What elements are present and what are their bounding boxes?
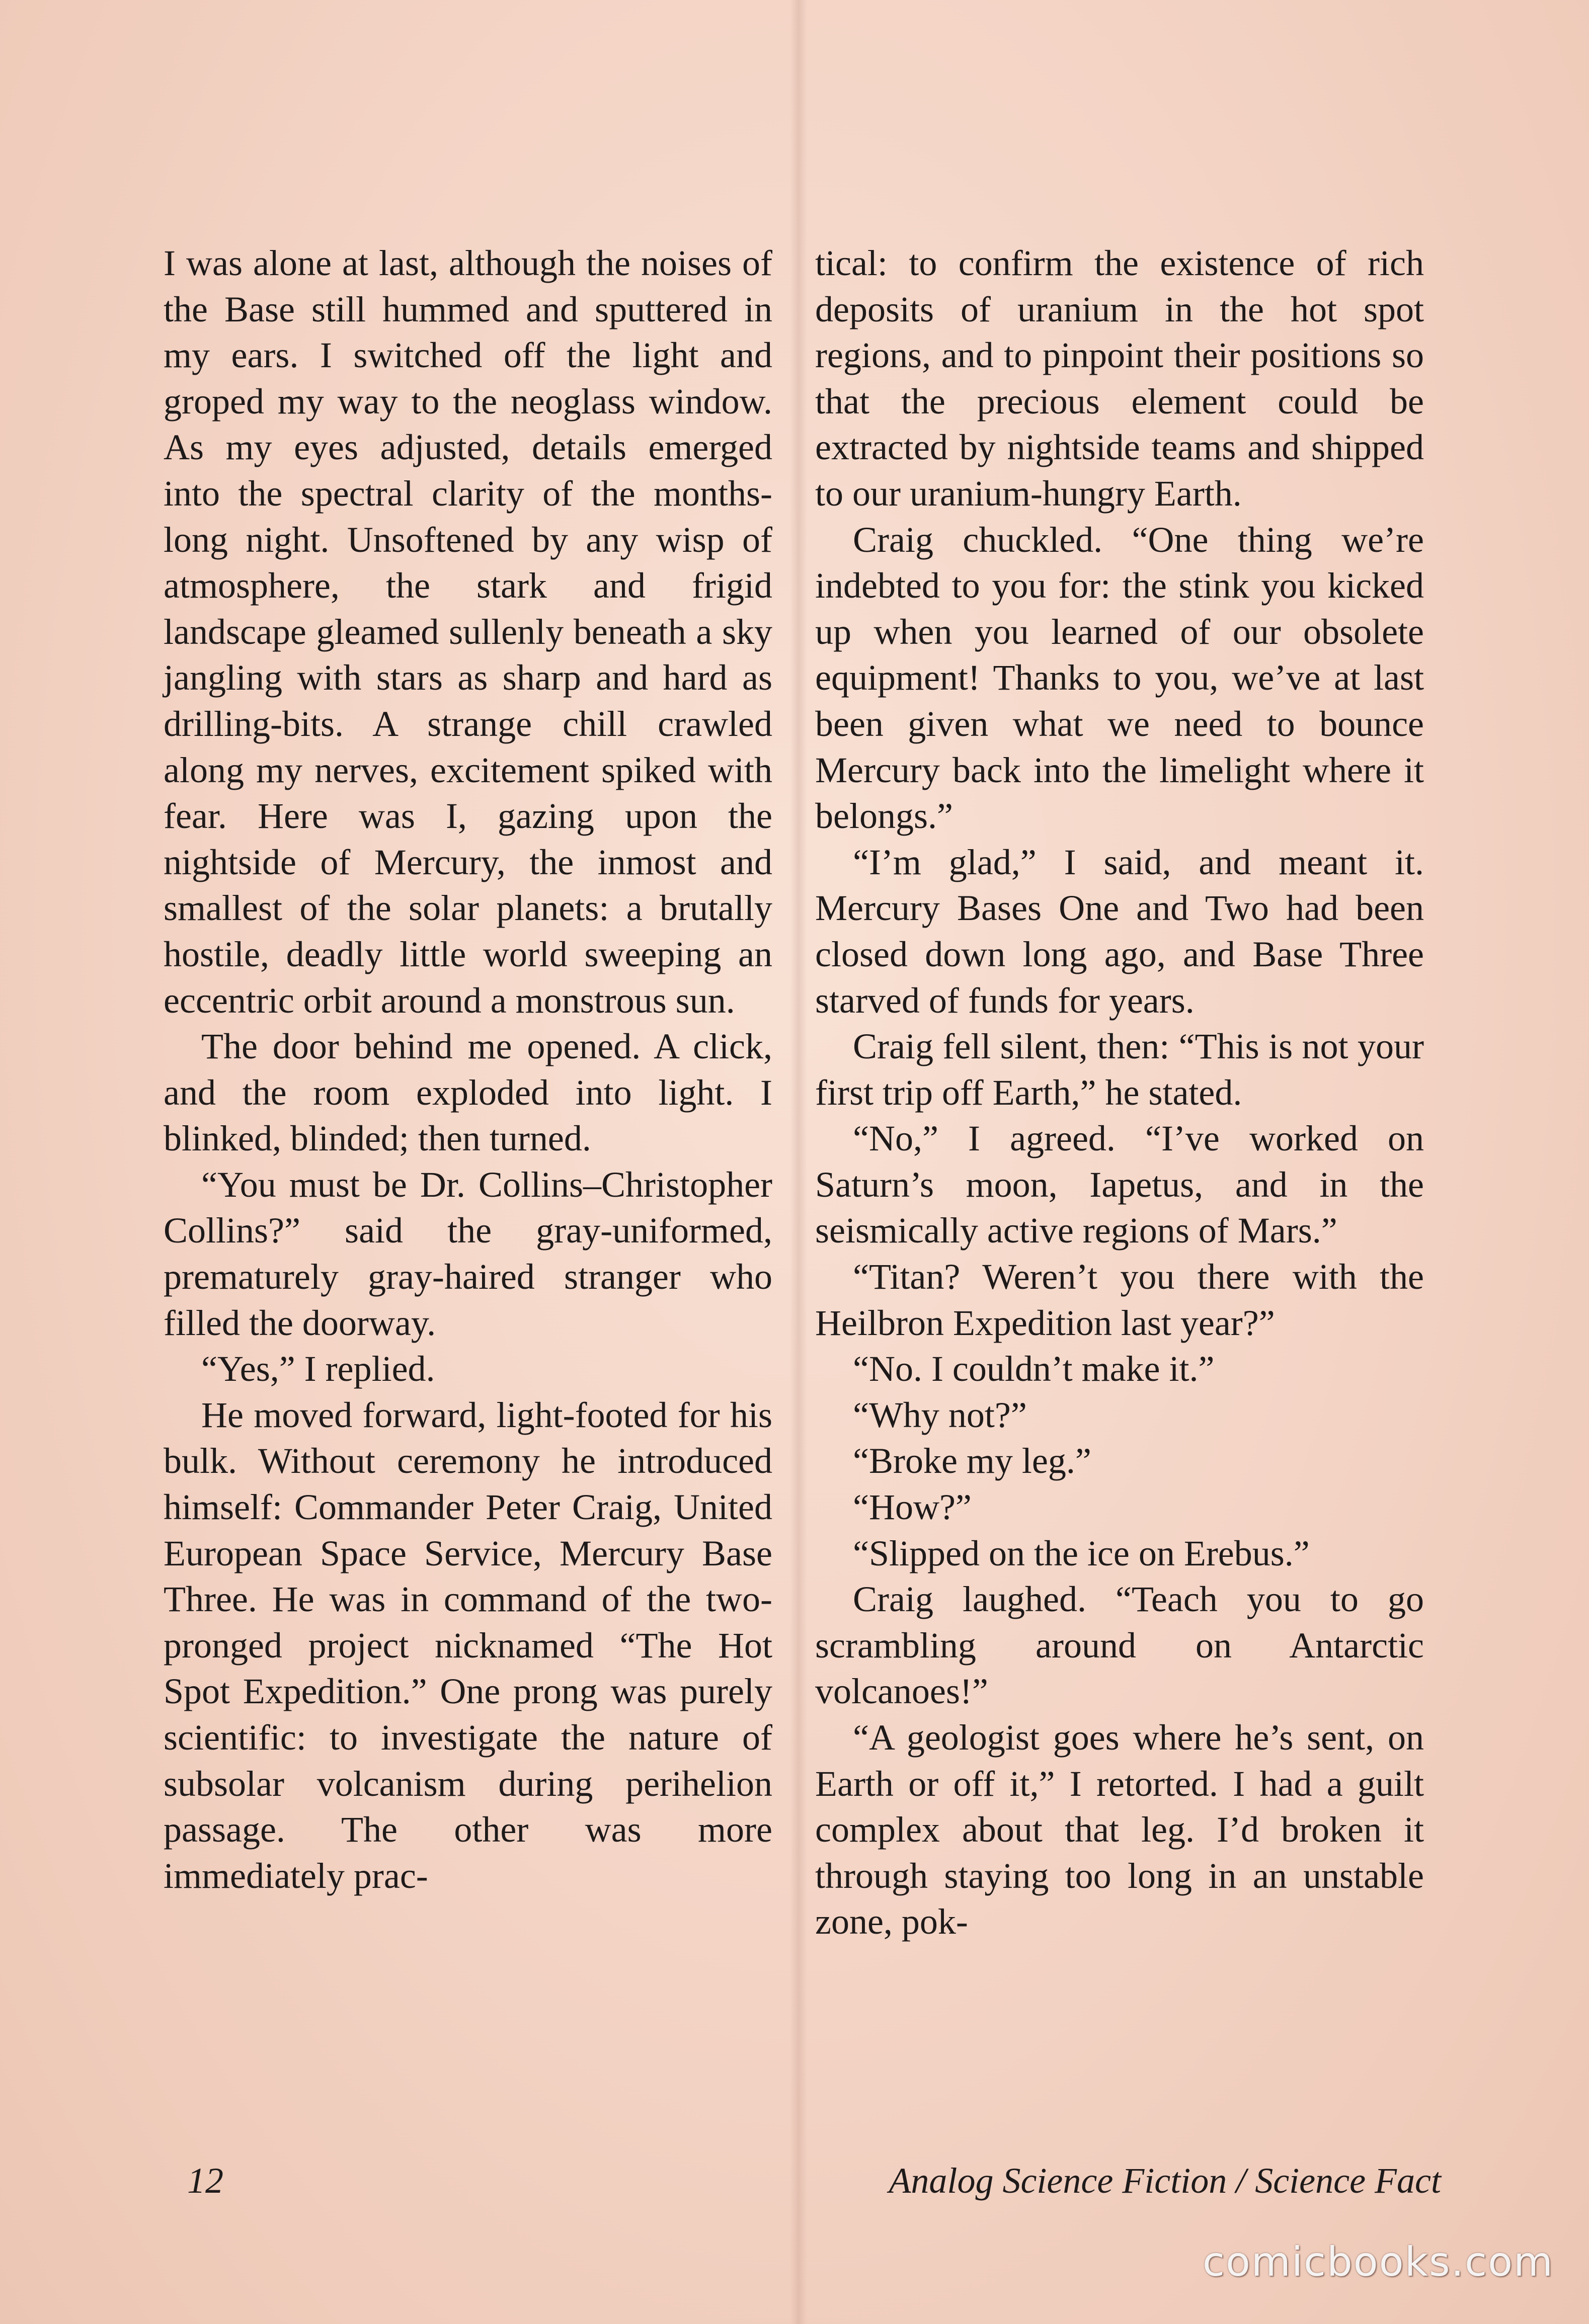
paragraph: “Why not?” bbox=[853, 1394, 1027, 1435]
left-text-column bbox=[164, 240, 772, 1899]
paragraph: “Yes,” I replied. bbox=[201, 1349, 435, 1389]
page-gutter bbox=[790, 0, 807, 2324]
paragraph: Craig fell silent, then: “This is not your first trip off Earth,” he stated. bbox=[815, 1026, 1424, 1113]
paragraph: I was alone at last, although the noises of the Base still hummed and sputtered in my ears. I switched off the light and groped my way to the neoglass window. As my eyes adjusted, details emerged into the spectral clarity of the months-long night. Unsoftened by any wisp of atmosphere, the stark and frigid landscape gleamed sullenly beneath a sky jangling with stars as sharp and hard as drilling-bits. A strange chill crawled along my nerves, excitement spiked with fear. Here was I, gazing upon the nightside of Mercury, the inmost and smallest of the solar planets: a brutally hostile, deadly little world sweeping an eccentric orbit around a monstrous sun. bbox=[164, 243, 772, 1021]
magazine-title: Analog Science Fiction / Science Fact bbox=[889, 2161, 1441, 2201]
page-number: 12 bbox=[187, 2161, 223, 2201]
paragraph: The door behind me opened. A click, and the room exploded into light. I blinked, blinded; then turned. bbox=[164, 1026, 772, 1159]
paragraph: “Titan? Weren’t you there with the Heilbron Expedition last year?” bbox=[815, 1257, 1424, 1343]
paragraph: “No. I couldn’t make it.” bbox=[853, 1349, 1215, 1389]
paragraph: tical: to confirm the existence of rich deposits of uranium in the hot spot regions, and to pinpoint their positions so that the precious element could be extracted by nightside teams and shipped to our uranium-hungry Earth. bbox=[815, 243, 1424, 514]
paragraph: “A geologist goes where he’s sent, on Earth or off it,” I retorted. I had a guilt complex about that leg. I’d broken it through staying too long in an unstable zone, pok- bbox=[815, 1717, 1424, 1942]
paragraph: “How?” bbox=[853, 1487, 972, 1528]
paragraph: “Slipped on the ice on Erebus.” bbox=[853, 1533, 1310, 1573]
paragraph: “Broke my leg.” bbox=[853, 1441, 1091, 1481]
paragraph: “You must be Dr. Collins–Christopher Collins?” said the gray-uniformed, prematurely gray-haired stranger who filled the doorway. bbox=[164, 1164, 772, 1343]
paragraph: “I’m glad,” I said, and meant it. Mercury Bases One and Two had been closed down long ago, and Base Three starved of funds for years. bbox=[815, 842, 1424, 1021]
paragraph: “No,” I agreed. “I’ve worked on Saturn’s moon, Iapetus, and in the seismically active regions of Mars.” bbox=[815, 1118, 1424, 1251]
watermark: comicbooks.com bbox=[1202, 2238, 1554, 2285]
right-text-column bbox=[815, 240, 1424, 1945]
paragraph: He moved forward, light-footed for his bulk. Without ceremony he introduced himself: Commander Peter Craig, United European Space Service, Mercury Base Three. He was in command of the two-pronged project nicknamed “The Hot Spot Expedition.” One prong was purely scientific: to investigate the nature of subsolar volcanism during perihelion passage. The other was more immediately prac- bbox=[164, 1394, 772, 1896]
paragraph: Craig chuckled. “One thing we’re indebted to you for: the stink you kicked up when you learned of our obsolete equipment! Thanks to you, we’ve at last been given what we need to bounce Mercury back into the limelight where it belongs.” bbox=[815, 519, 1424, 837]
paragraph: Craig laughed. “Teach you to go scrambling around on Antarctic volcanoes!” bbox=[815, 1579, 1424, 1712]
